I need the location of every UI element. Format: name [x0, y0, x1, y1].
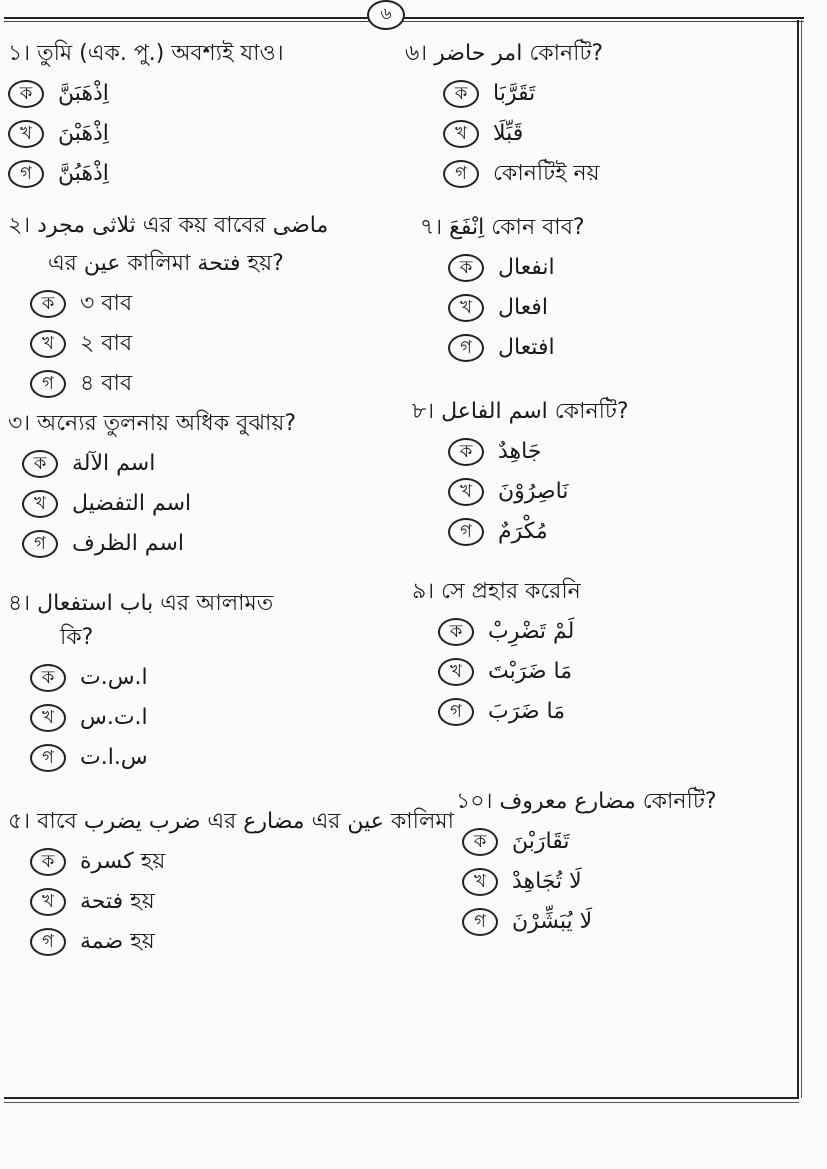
question-2	[8, 212, 328, 398]
option-text: تَقَرَّبَا	[493, 81, 536, 106]
option-text: لَا تُجَاهِدْ	[512, 869, 582, 894]
option-kha[interactable]	[412, 658, 581, 686]
option-mark: ক	[443, 80, 479, 108]
question-4	[8, 590, 273, 772]
option-ka[interactable]	[8, 80, 284, 108]
option-mark: খ	[448, 478, 484, 506]
option-text: ا.س.ت	[80, 665, 148, 690]
option-mark: খ	[8, 120, 44, 148]
option-text: اسم الآلة	[72, 451, 156, 476]
option-mark: ক	[8, 80, 44, 108]
option-kha[interactable]	[8, 330, 328, 358]
option-text: س.ا.ت	[80, 745, 148, 770]
option-mark: ক	[30, 664, 66, 692]
option-ga[interactable]	[412, 698, 581, 726]
option-kha[interactable]	[420, 294, 585, 322]
option-text: مَا ضَرَبَ	[488, 699, 566, 724]
question-3	[8, 410, 296, 558]
option-mark: ক	[438, 618, 474, 646]
option-mark: খ	[448, 294, 484, 322]
option-text: تَقَارَبْنَ	[512, 829, 570, 854]
option-kha[interactable]	[8, 120, 284, 148]
option-kha[interactable]	[405, 120, 603, 148]
option-ga[interactable]	[420, 334, 585, 362]
option-mark: গ	[8, 160, 44, 188]
option-text: جَاهِدٌ	[498, 439, 542, 464]
option-mark: খ	[30, 704, 66, 732]
option-ga[interactable]	[412, 518, 629, 546]
option-ka[interactable]	[412, 438, 629, 466]
option-text: ৩ বাব	[80, 291, 133, 316]
option-ga[interactable]	[8, 530, 296, 558]
option-mark: গ	[438, 698, 474, 726]
option-mark: খ	[438, 658, 474, 686]
option-ga[interactable]	[8, 744, 273, 772]
option-mark: গ	[448, 334, 484, 362]
option-text: ضمة হয়	[80, 929, 155, 954]
option-mark: ক	[22, 450, 58, 478]
option-text: كسرة হয়	[80, 849, 166, 874]
option-text: ২ বাব	[80, 331, 133, 356]
option-text: مَا ضَرَبْتَ	[488, 659, 573, 684]
question-stem: ৯। সে প্রহার করেনি	[412, 579, 581, 604]
question-1	[8, 40, 284, 188]
option-mark: খ	[462, 868, 498, 896]
option-text: اسم الظرف	[72, 531, 184, 556]
option-kha[interactable]	[8, 704, 273, 732]
page-border-right-inner	[801, 20, 802, 1098]
option-mark: গ	[30, 370, 66, 398]
option-mark: ক	[448, 254, 484, 282]
option-mark: গ	[30, 928, 66, 956]
option-mark: খ	[22, 490, 58, 518]
option-ka[interactable]	[420, 254, 585, 282]
option-ka[interactable]	[8, 450, 296, 478]
question-stem: ১০। مضارع معروف কোনটি?	[456, 789, 717, 814]
option-text: اِذْهَبَنَّ	[58, 81, 109, 106]
option-mark: ক	[30, 290, 66, 318]
option-text: انفعال	[498, 255, 555, 280]
question-stem: ৬। امر حاضر কোনটি?	[405, 41, 604, 66]
page-number: ৬	[367, 0, 405, 30]
option-mark: গ	[443, 160, 479, 188]
page-border-right	[797, 20, 799, 1098]
option-kha[interactable]	[412, 478, 629, 506]
option-ka[interactable]	[8, 848, 454, 876]
option-mark: গ	[448, 518, 484, 546]
option-text: لَا يُبَشِّرْنَ	[512, 909, 593, 934]
option-ka[interactable]	[405, 80, 603, 108]
option-text: فتحة হয়	[80, 889, 155, 914]
question-10	[456, 788, 717, 936]
option-ga[interactable]	[405, 160, 603, 188]
option-text: قَبِّلَا	[493, 121, 524, 146]
option-mark: ক	[462, 828, 498, 856]
question-stem: ৫। বাবে ضرب يضرب এর مضارع এর عين কালিমা	[8, 809, 454, 834]
option-mark: খ	[30, 330, 66, 358]
option-text: اِذْهَبْنَ	[58, 121, 109, 146]
question-stem-continued: এর عين কালিমা فتحة হয়?	[48, 251, 284, 276]
option-ga[interactable]	[456, 908, 717, 936]
page-border-top-inner	[4, 21, 804, 22]
page-border-bottom	[4, 1097, 799, 1099]
question-stem: ৭। اِنْفَعَ কোন বাব?	[420, 215, 585, 240]
option-mark: ক	[30, 848, 66, 876]
option-text: কোনটিই নয়	[493, 161, 600, 186]
option-kha[interactable]	[456, 868, 717, 896]
option-mark: গ	[22, 530, 58, 558]
option-ka[interactable]	[412, 618, 581, 646]
option-ga[interactable]	[8, 928, 454, 956]
option-kha[interactable]	[8, 888, 454, 916]
option-ka[interactable]	[456, 828, 717, 856]
option-ga[interactable]	[8, 370, 328, 398]
question-stem: ৪। باب استفعال এর আলামত	[8, 591, 274, 616]
question-6	[405, 40, 603, 188]
option-text: افتعال	[498, 335, 555, 360]
option-mark: খ	[30, 888, 66, 916]
question-stem-continued: কি?	[60, 625, 94, 650]
option-text: لَمْ تَضْرِبْ	[488, 619, 575, 644]
question-stem: ২। ثلاثى مجرد এর কয় বাবের ماضى	[8, 213, 329, 238]
option-ka[interactable]	[8, 290, 328, 318]
option-text: مُكْرَمٌ	[498, 519, 548, 544]
option-ga[interactable]	[8, 160, 284, 188]
page-border-bottom-inner	[4, 1102, 799, 1103]
option-mark: ক	[448, 438, 484, 466]
question-7	[420, 214, 585, 362]
option-mark: গ	[462, 908, 498, 936]
question-stem: ৮। اسم الفاعل কোনটি?	[412, 399, 629, 424]
question-stem: ১। তুমি (এক. পু.) অবশ্যই যাও।	[8, 41, 284, 66]
option-kha[interactable]	[8, 490, 296, 518]
question-stem: ৩। অন্যের তুলনায় অধিক বুঝায়?	[8, 411, 297, 436]
question-8	[412, 398, 629, 546]
option-text: افعال	[498, 295, 548, 320]
question-9	[412, 578, 581, 726]
option-mark: গ	[30, 744, 66, 772]
option-text: اِذْهَبُنَّ	[58, 161, 109, 186]
option-text: ا.ت.س	[80, 705, 148, 730]
option-mark: খ	[443, 120, 479, 148]
option-ka[interactable]	[8, 664, 273, 692]
question-5	[8, 808, 454, 956]
option-text: نَاصِرُوْنَ	[498, 479, 569, 504]
option-text: اسم التفضيل	[72, 491, 192, 516]
option-text: ৪ বাব	[80, 371, 133, 396]
